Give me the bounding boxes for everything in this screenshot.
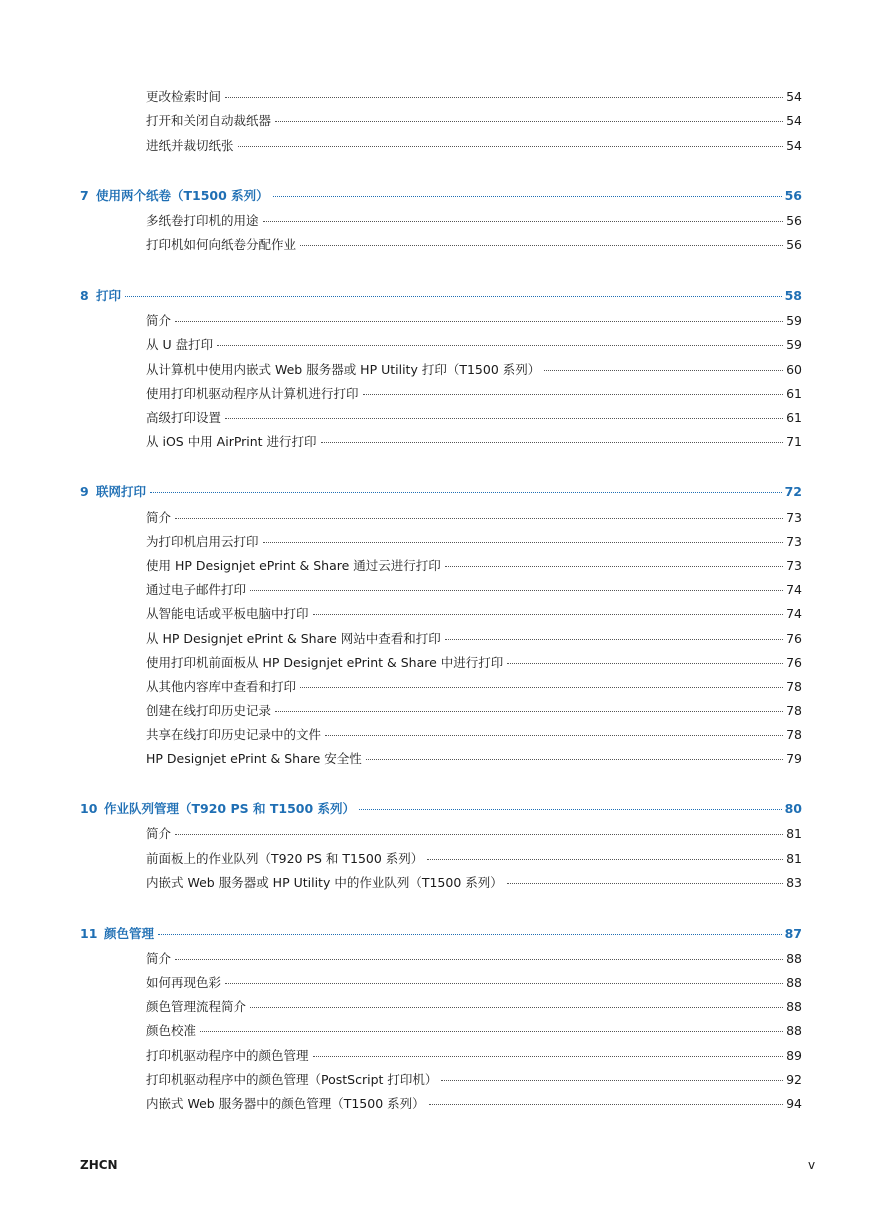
dot-leader [441,1079,783,1081]
toc-page-number: 88 [786,975,802,990]
dot-leader [507,882,783,884]
toc-page-number: 74 [786,606,802,621]
toc-page-number: 79 [786,751,802,766]
dot-leader [313,1055,784,1057]
toc-entry-title: 简介 [146,313,172,328]
toc-entry-title: 从计算机中使用内嵌式 Web 服务器或 HP Utility 打印（T1500 系列） [146,362,541,377]
dot-leader [359,808,782,810]
toc-entry-title: 颜色管理 [104,926,155,941]
toc-entry-title: 使用打印机驱动程序从计算机进行打印 [146,386,359,401]
toc-section-entry[interactable] [146,998,802,1016]
dot-leader [300,686,783,688]
toc-entry-title: 为打印机启用云打印 [146,534,259,549]
toc-entry-title: 颜色管理流程简介 [146,999,247,1014]
toc-entry-title: 使用 HP Designjet ePrint & Share 通过云进行打印 [146,558,441,573]
toc-section-entry[interactable] [146,336,802,354]
dot-leader [275,120,783,122]
toc-section-entry[interactable] [146,850,802,868]
toc-entry-title: 从其他内容库中查看和打印 [146,679,297,694]
toc-entry-title: HP Designjet ePrint & Share 安全性 [146,751,362,766]
toc-page-number: 74 [786,582,802,597]
dot-leader [200,1030,783,1032]
dot-leader [263,541,784,543]
toc-page-number: 78 [786,727,802,742]
toc-section-entry[interactable] [146,825,802,843]
toc-entry-title: 从 iOS 中用 AirPrint 进行打印 [146,434,317,449]
toc-page-number: 71 [786,434,802,449]
toc-page-number: 92 [786,1072,802,1087]
toc-section-entry[interactable] [146,212,802,230]
toc-section-entry[interactable] [146,605,802,623]
dot-leader [250,1006,783,1008]
toc-section-entry[interactable] [146,361,802,379]
dot-leader [225,96,783,98]
toc-section-entry[interactable] [146,581,802,599]
toc-entry-title: 简介 [146,951,172,966]
dot-leader [175,958,783,960]
toc-section-entry[interactable] [146,750,802,768]
toc-section-entry[interactable] [146,88,802,106]
dot-leader [313,613,784,615]
toc-section-entry[interactable] [146,1022,802,1040]
chapter-number: 7 [80,188,89,203]
toc-page-number: 72 [784,484,802,499]
toc-page-number: 89 [786,1048,802,1063]
toc-section-entry[interactable] [146,312,802,330]
toc-page-number: 54 [786,113,802,128]
toc-entry-title: 作业队列管理（T920 PS 和 T1500 系列） [104,801,356,816]
toc-page-number: 88 [786,1023,802,1038]
toc-entry-title: 从 HP Designjet ePrint & Share 网站中查看和打印 [146,631,441,646]
toc-entry-title: 创建在线打印历史记录 [146,703,272,718]
toc-section-entry[interactable] [146,137,802,155]
toc-page-number: 54 [786,138,802,153]
toc-entry-title: 多纸卷打印机的用途 [146,213,259,228]
chapter-number: 10 [80,801,98,816]
dot-leader [250,589,783,591]
toc-page-number: 56 [786,213,802,228]
toc-section-entry[interactable] [146,1071,802,1089]
toc-section-entry[interactable] [146,974,802,992]
dot-leader [445,638,783,640]
toc-entry-title: 颜色校准 [146,1023,197,1038]
dot-leader [445,565,783,567]
toc-section-entry[interactable] [146,1047,802,1065]
toc-section-entry[interactable] [146,409,802,427]
toc-page-number: 54 [786,89,802,104]
toc-entry-title: 简介 [146,510,172,525]
toc-section-entry[interactable] [146,509,802,527]
toc-chapter-entry[interactable] [80,483,802,501]
toc-page-number: 58 [784,288,802,303]
toc-entry-title: 通过电子邮件打印 [146,582,247,597]
toc-page-number: 73 [786,558,802,573]
toc-section-entry[interactable] [146,874,802,892]
toc-page-number: 87 [784,926,802,941]
toc-page-number: 76 [786,655,802,670]
toc-entry-title: 从智能电话或平板电脑中打印 [146,606,309,621]
footer-page-number: v [808,1158,816,1172]
toc-page-number: 56 [784,188,802,203]
toc-entry-title: 打印 [96,288,122,303]
toc-entry-title: 内嵌式 Web 服务器中的颜色管理（T1500 系列） [146,1096,425,1111]
toc-section-entry[interactable] [146,433,802,451]
toc-page-number: 59 [786,337,802,352]
dot-leader [427,858,783,860]
toc-page-number: 61 [786,386,802,401]
toc-entry-title: 从 U 盘打印 [146,337,214,352]
toc-entry-title: 使用打印机前面板从 HP Designjet ePrint & Share 中进行打印 [146,655,504,670]
dot-leader [544,369,783,371]
dot-leader [507,662,783,664]
toc-page-number: 81 [786,851,802,866]
dot-leader [238,145,784,147]
toc-entry-title: 简介 [146,826,172,841]
toc-entry-title: 使用两个纸卷（T1500 系列） [96,188,269,203]
toc-page-number: 59 [786,313,802,328]
toc-page-number: 73 [786,534,802,549]
dot-leader [363,393,784,395]
toc-page-number: 81 [786,826,802,841]
toc-entry-title: 内嵌式 Web 服务器或 HP Utility 中的作业队列（T1500 系列） [146,875,503,890]
dot-leader [158,933,782,935]
dot-leader [429,1103,783,1105]
toc-section-entry[interactable] [146,236,802,254]
toc-page-number: 78 [786,703,802,718]
toc-entry-title: 高级打印设置 [146,410,222,425]
dot-leader [273,195,782,197]
dot-leader [150,491,782,493]
toc-chapter-entry[interactable] [80,800,802,818]
dot-leader [217,344,783,346]
toc-page-number: 83 [786,875,802,890]
dot-leader [325,734,783,736]
toc-page-number: 88 [786,951,802,966]
toc-section-entry[interactable] [146,630,802,648]
toc-section-entry[interactable] [146,385,802,403]
toc-entry-title: 共享在线打印历史记录中的文件 [146,727,322,742]
chapter-number: 9 [80,484,89,499]
toc-section-entry[interactable] [146,726,802,744]
toc-page-number: 78 [786,679,802,694]
toc-section-entry[interactable] [146,950,802,968]
toc-section-entry[interactable] [146,112,802,130]
toc-page-number: 73 [786,510,802,525]
toc-page-number: 80 [784,801,802,816]
toc-section-entry[interactable] [146,557,802,575]
toc-page-number: 94 [786,1096,802,1111]
toc-section-entry[interactable] [146,678,802,696]
dot-leader [321,441,784,443]
dot-leader [300,244,783,246]
toc-section-entry[interactable] [146,654,802,672]
dot-leader [225,982,783,984]
toc-chapter-entry[interactable] [80,287,802,305]
toc-entry-title: 前面板上的作业队列（T920 PS 和 T1500 系列） [146,851,424,866]
toc-entry-title: 打印机驱动程序中的颜色管理（PostScript 打印机） [146,1072,438,1087]
toc-entry-title: 更改检索时间 [146,89,222,104]
toc-entry-title: 进纸并裁切纸张 [146,138,234,153]
toc-entry-title: 联网打印 [96,484,147,499]
dot-leader [225,417,783,419]
dot-leader [175,517,783,519]
toc-page-number: 76 [786,631,802,646]
toc-entry-title: 如何再现色彩 [146,975,222,990]
chapter-number: 11 [80,926,98,941]
toc-chapter-entry[interactable] [80,187,802,205]
dot-leader [275,710,783,712]
dot-leader [263,220,784,222]
chapter-number: 8 [80,288,89,303]
toc-entry-title: 打印机如何向纸卷分配作业 [146,237,297,252]
toc-page-number: 60 [786,362,802,377]
dot-leader [125,295,782,297]
toc-page-number: 56 [786,237,802,252]
toc-section-entry[interactable] [146,1095,802,1113]
footer-language-code: ZHCN [80,1158,118,1172]
toc-entry-title: 打开和关闭自动裁纸器 [146,113,272,128]
toc-chapter-entry[interactable] [80,925,802,943]
dot-leader [366,758,783,760]
dot-leader [175,320,783,322]
toc-page-number: 88 [786,999,802,1014]
toc-entry-title: 打印机驱动程序中的颜色管理 [146,1048,309,1063]
toc-section-entry[interactable] [146,702,802,720]
toc-page-number: 61 [786,410,802,425]
dot-leader [175,833,783,835]
toc-section-entry[interactable] [146,533,802,551]
